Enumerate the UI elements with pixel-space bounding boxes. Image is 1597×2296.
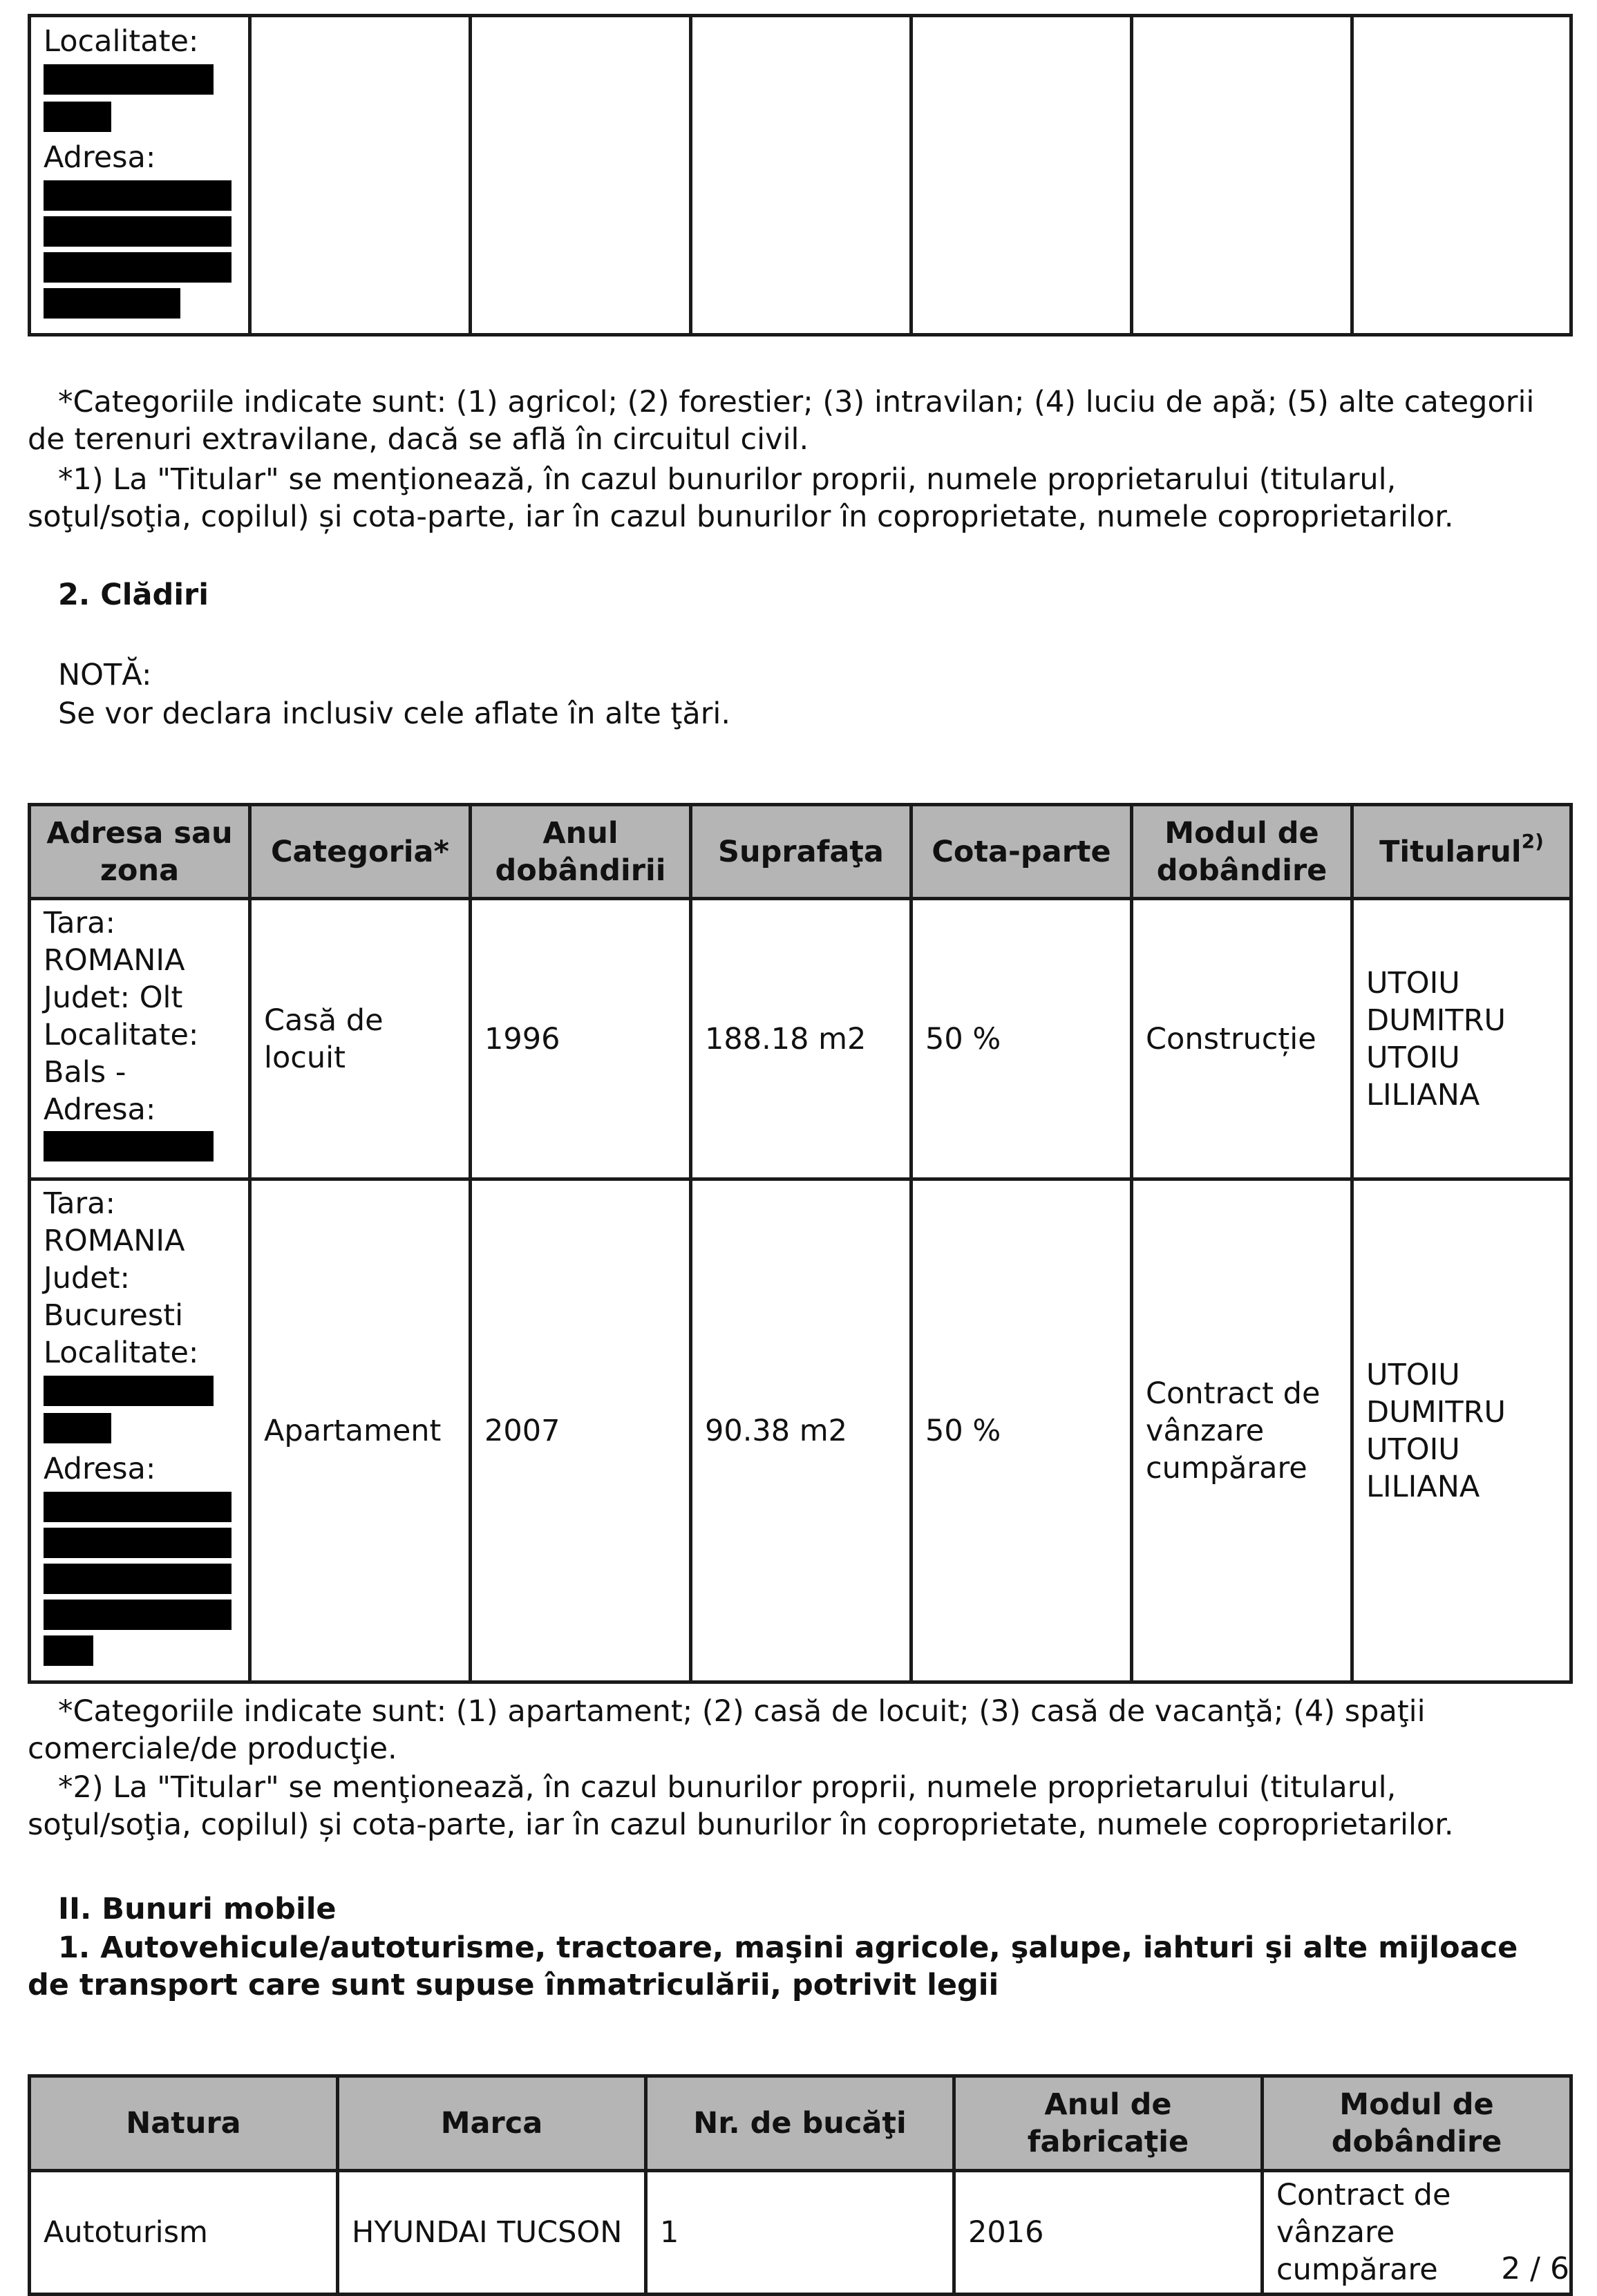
empty-cell — [691, 16, 911, 335]
header-year: Anul dobândirii — [471, 805, 691, 899]
redaction-bar — [44, 1413, 111, 1443]
buildings-table — [28, 803, 1573, 1684]
empty-cell — [471, 16, 691, 335]
header-brand: Marca — [338, 2076, 646, 2171]
redaction-bar — [44, 216, 231, 247]
building-categories-footnote: *Categoriile indicate sunt: (1) apartament; (2) casă de locuit; (3) casă de vacanţă; (4) spaţii comerciale/de producţie. — [28, 1694, 1426, 1766]
movables-heading: II. Bunuri mobile — [58, 1892, 337, 1926]
empty-cell — [1132, 16, 1352, 335]
header-mode: Modul de dobândire — [1263, 2076, 1571, 2171]
redaction-bar — [44, 180, 231, 211]
mode-cell: Contract de vânzare cumpărare — [1132, 1179, 1352, 1682]
brand-cell: HYUNDAI TUCSON — [338, 2171, 646, 2295]
table-row — [30, 899, 1571, 1179]
year-cell: 1996 — [471, 899, 691, 1179]
empty-cell — [1352, 16, 1571, 335]
area-cell: 90.38 m2 — [691, 1179, 911, 1682]
year-cell: 2007 — [471, 1179, 691, 1682]
land-categories-footnote: *Categoriile indicate sunt: (1) agricol; (2) forestier; (3) intravilan; (4) luciu de apă; (5) alte categorii de terenuri extravilane, dacă se află în circuitul civil. — [28, 385, 1535, 457]
header-category: Categoria* — [250, 805, 471, 899]
land-titular-footnote: *1) La "Titular" se menţionează, în cazul bunurilor proprii, numele proprietarului (titularul, soţul/soţia, copilul) și cota-parte, iar în cazul bunurilor în coproprietate, numele coproprietarilor. — [28, 462, 1454, 534]
header-count: Nr. de bucăţi — [646, 2076, 954, 2171]
area-cell: 188.18 m2 — [691, 899, 911, 1179]
redaction-bar — [44, 1131, 214, 1161]
redaction-bar — [44, 288, 180, 319]
category-cell: Apartament — [250, 1179, 471, 1682]
mode-cell: Construcție — [1132, 899, 1352, 1179]
holder-cell: UTOIU DUMITRU UTOIU LILIANA — [1352, 899, 1571, 1179]
land-table-tail — [28, 14, 1573, 336]
vehicles-subheading: 1. Autovehicule/autoturisme, tractoare, maşini agricole, şalupe, iahturi şi alte mijloace de transport care sunt supuse înmatriculării, potrivit legii — [28, 1930, 1518, 2002]
category-cell: Casă de locuit — [250, 899, 471, 1179]
table-row — [30, 1179, 1571, 1682]
header-area: Suprafaţa — [691, 805, 911, 899]
year-cell: 2016 — [954, 2171, 1263, 2295]
header-mode: Modul de dobândire — [1132, 805, 1352, 899]
empty-cell — [250, 16, 471, 335]
redaction-bar — [44, 1600, 231, 1630]
header-address: Adresa sau zona — [30, 805, 250, 899]
share-cell: 50 % — [911, 1179, 1132, 1682]
share-cell: 50 % — [911, 899, 1132, 1179]
buildings-note-label: NOTĂ: — [58, 658, 152, 692]
address-cell: Tara: ROMANIA Judet: Bucuresti Localitate: Adresa: — [30, 1179, 250, 1682]
page-number: 2 / 6 — [1501, 2251, 1569, 2286]
land-address-cell — [30, 16, 250, 335]
redaction-bar — [44, 1564, 231, 1594]
redaction-bar — [44, 1492, 231, 1522]
header-nature: Natura — [30, 2076, 338, 2171]
redaction-bar — [44, 64, 214, 95]
redaction-bar — [44, 102, 111, 132]
building-titular-footnote: *2) La "Titular" se menţionează, în cazul bunurilor proprii, numele proprietarului (titularul, soţul/soţia, copilul) și cota-parte, iar în cazul bunurilor în coproprietate, numele coproprietarilor. — [28, 1770, 1454, 1842]
count-cell: 1 — [646, 2171, 954, 2295]
redaction-bar — [44, 1528, 231, 1558]
header-holder: Titularul$^{2)}$ — [1352, 805, 1571, 899]
localitate-label: Localitate: — [44, 24, 199, 59]
adresa-label: Adresa: — [44, 140, 156, 175]
address-cell: Tara: ROMANIA Judet: Olt Localitate: Bals - Adresa: — [30, 899, 250, 1179]
header-share: Cota-parte — [911, 805, 1132, 899]
redaction-bar — [44, 252, 231, 283]
redaction-bar — [44, 1635, 93, 1666]
header-year: Anul de fabricaţie — [954, 2076, 1263, 2171]
nature-cell: Autoturism — [30, 2171, 338, 2295]
buildings-note-text: Se vor declara inclusiv cele aflate în alte ţări. — [58, 696, 731, 731]
holder-cell: UTOIU DUMITRU UTOIU LILIANA — [1352, 1179, 1571, 1682]
buildings-heading: 2. Clădiri — [58, 578, 209, 612]
empty-cell — [911, 16, 1132, 335]
mode-cell: Contract de vânzare cumpărare — [1263, 2171, 1571, 2295]
vehicles-table — [28, 2074, 1573, 2296]
redaction-bar — [44, 1376, 214, 1406]
table-row — [30, 2171, 1571, 2295]
